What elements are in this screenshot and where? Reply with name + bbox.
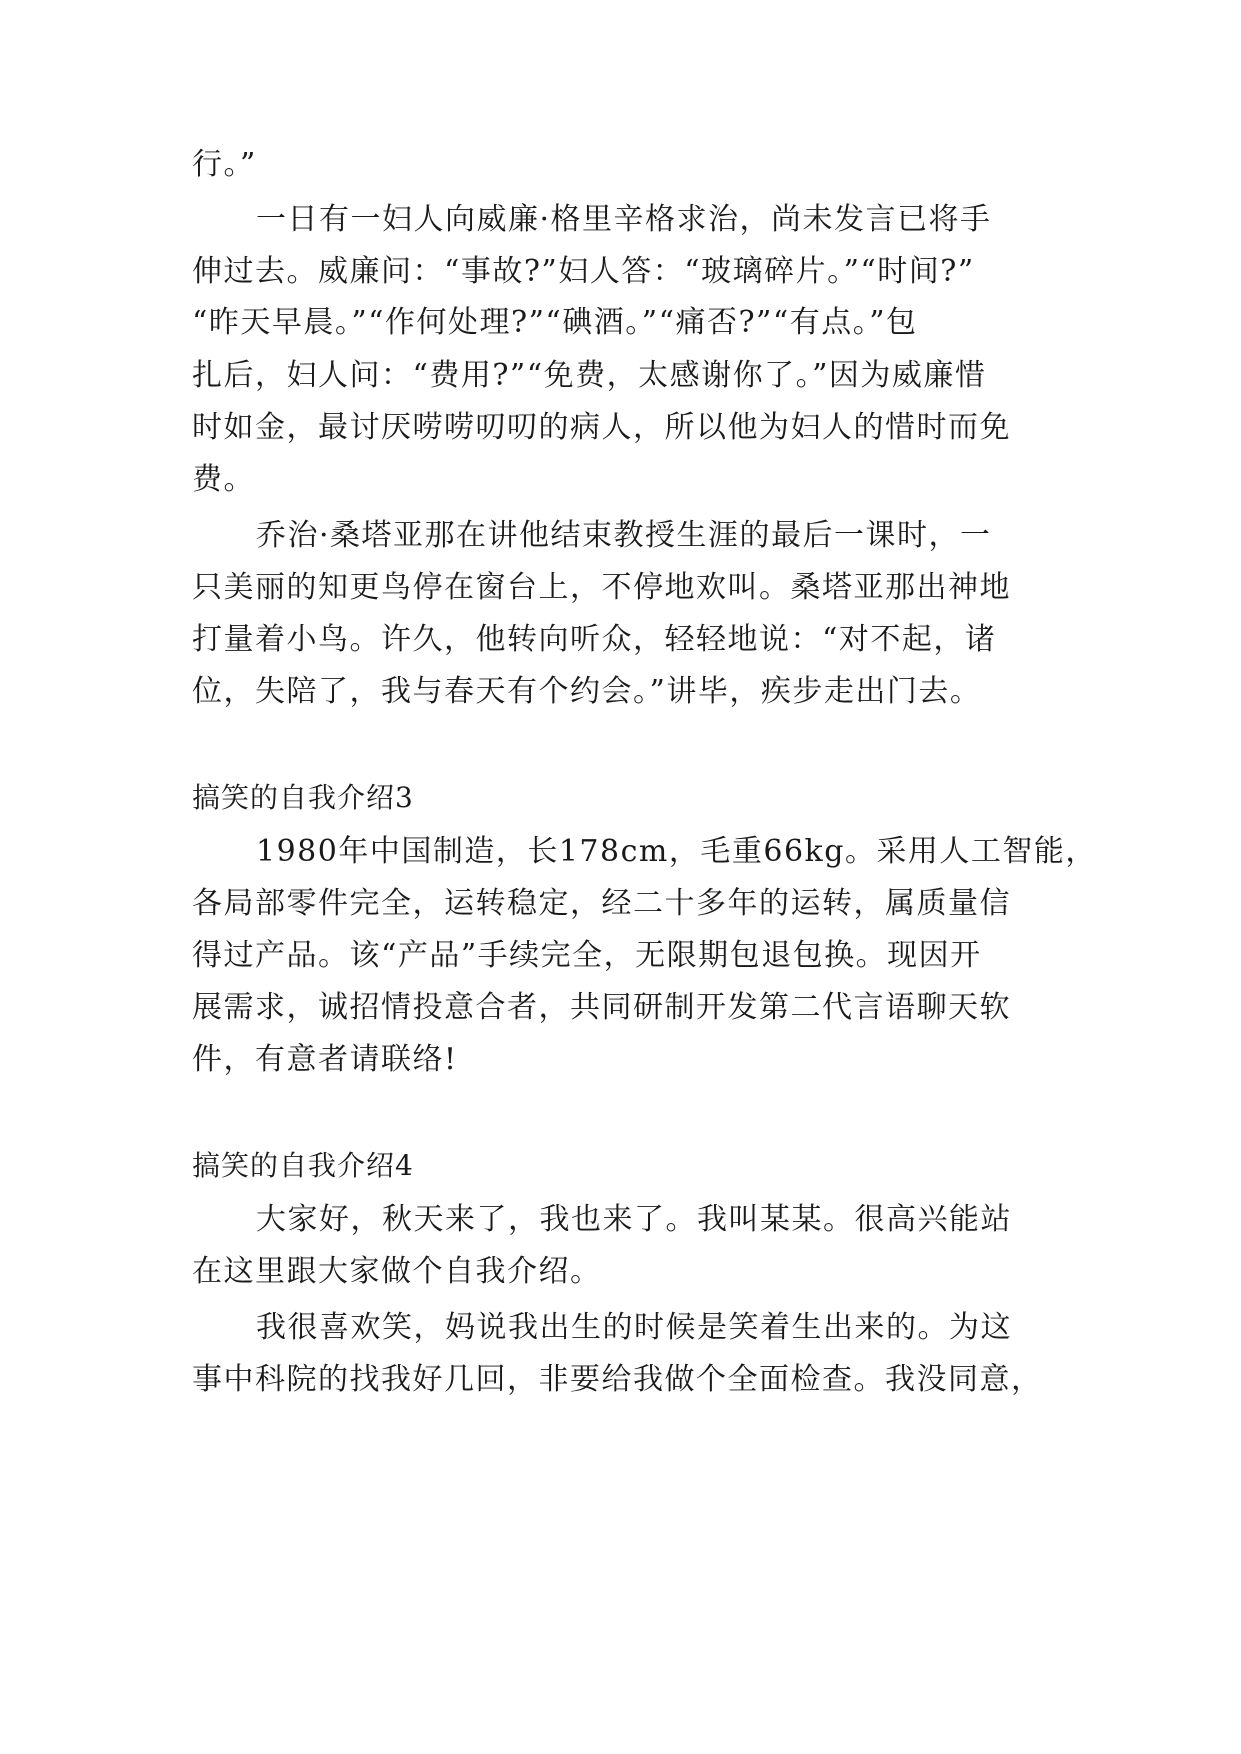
paragraph-line: 打量着小鸟。许久，他转向听众，轻轻地说：“对不起，诸 [192, 622, 997, 657]
paragraph-line: 事中科院的找我好几回，非要给我做个全面检查。我没同意， [192, 1362, 1043, 1397]
section-heading: 搞笑的自我介绍3 [192, 781, 414, 814]
paragraph-line: 一日有一妇人向威廉·格里辛格求治，尚未发言已将手 [256, 202, 992, 237]
paragraph-line: 时如金，最讨厌唠唠叨叨的病人，所以他为妇人的惜时而免 [192, 410, 1011, 445]
paragraph-line: 只美丽的知更鸟停在窗台上，不停地欢叫。桑塔亚那出神地 [192, 570, 1011, 605]
paragraph-line: 各局部零件完全，运转稳定，经二十多年的运转，属质量信 [192, 886, 1011, 921]
paragraph-line: 费。 [192, 462, 255, 497]
paragraph-line: 大家好，秋天来了，我也来了。我叫某某。很高兴能站 [256, 1202, 1012, 1237]
paragraph-line: 伸过去。威廉问：“事故?”妇人答：“玻璃碎片。”“时间?” [192, 254, 975, 289]
paragraph-line: 件，有意者请联络! [192, 1042, 458, 1077]
paragraph-line: 1980年中国制造，长178cm，毛重66kg。采用人工智能， [256, 834, 1097, 869]
paragraph-line: 得过产品。该“产品”手续完全，无限期包退包换。现因开 [192, 938, 982, 973]
paragraph-line: 乔治·桑塔亚那在讲他结束教授生涯的最后一课时，一 [256, 518, 992, 553]
paragraph-line: 行。” [192, 147, 257, 182]
paragraph-line: 扎后，妇人问：“费用?”“免费，太感谢你了。”因为威廉惜 [192, 358, 987, 393]
paragraph-line: 我很喜欢笑，妈说我出生的时候是笑着生出来的。为这 [256, 1310, 1012, 1345]
paragraph-line: 展需求，诚招情投意合者，共同研制开发第二代言语聊天软 [192, 990, 1011, 1025]
section-heading: 搞笑的自我介绍4 [192, 1149, 414, 1182]
paragraph-line: 位，失陪了，我与春天有个约会。”讲毕，疾步走出门去。 [192, 674, 982, 709]
paragraph-line: 在这里跟大家做个自我介绍。 [192, 1254, 602, 1289]
paragraph-line: “昨天早晨。”“作何处理?”“碘酒。”“痛否?”“有点。”包 [192, 305, 918, 340]
